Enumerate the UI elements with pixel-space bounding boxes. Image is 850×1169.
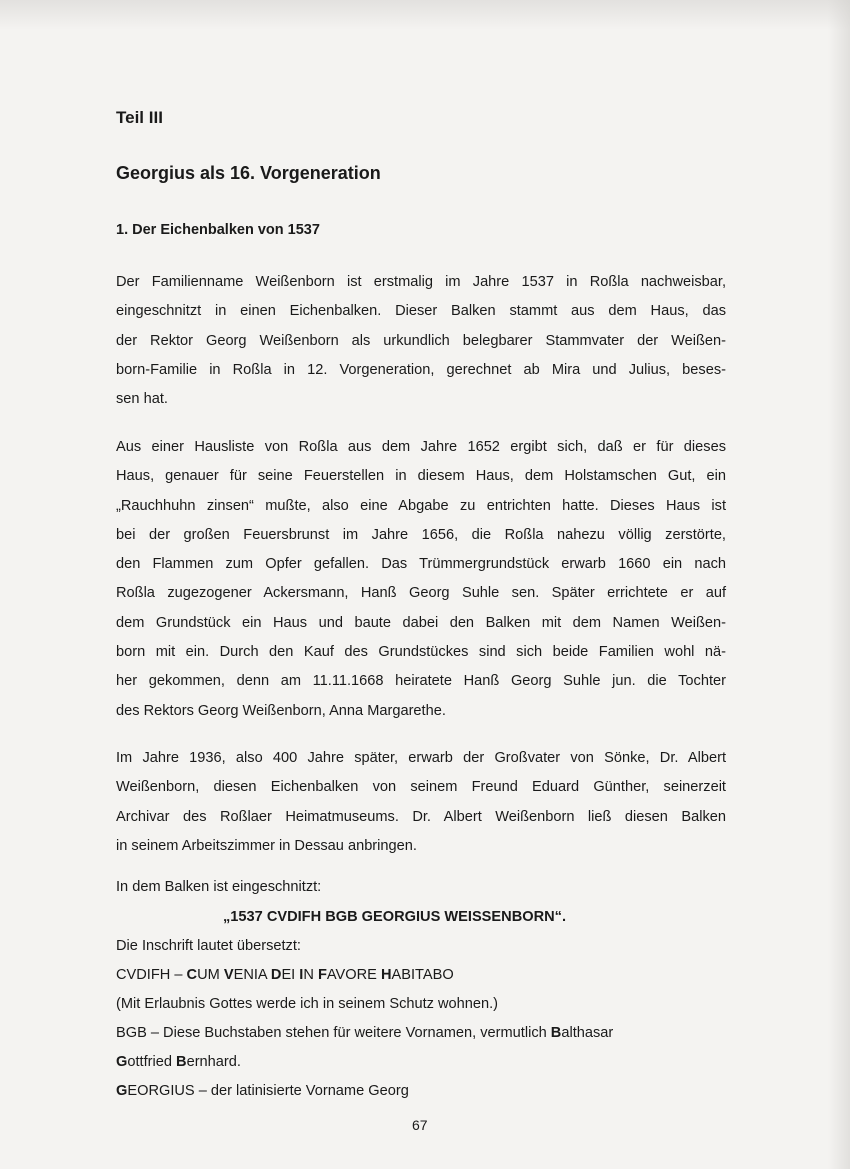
text-line: Aus einer Hausliste von Roßla aus dem Jahre 1652 ergibt sich, daß er für dieses	[116, 439, 726, 455]
text-line: Der Familienname Weißenborn ist erstmalig im Jahre 1537 in Roßla nachweisbar,	[116, 274, 726, 290]
initial-letter: V	[223, 967, 234, 983]
text-line: born-Familie in Roßla in 12. Vorgeneration, gerechnet ab Mira und Julius, beses-	[116, 361, 726, 378]
word-rest: althasar	[561, 1025, 614, 1041]
paragraph-2	[116, 433, 726, 726]
initial-letter: G	[116, 1083, 128, 1099]
word-rest: EI	[281, 967, 300, 983]
word-rest: N	[303, 967, 318, 983]
paragraph-1	[116, 268, 726, 414]
text-line: den Flammen zum Opfer gefallen. Das Trümmergrundstück erwarb 1660 ein nach	[116, 556, 726, 573]
initial-letter: H	[380, 967, 392, 983]
bgb-line-2	[116, 1054, 241, 1070]
word-rest: UM	[197, 967, 224, 983]
paragraph-3	[116, 744, 726, 861]
initial-letter: D	[270, 967, 282, 983]
text-line: Archivar des Roßlaer Heimatmuseums. Dr. Albert Weißenborn ließ diesen Balken	[116, 808, 726, 825]
text-line: bei der großen Feuersbrunst im Jahre 1656, die Roßla nahezu völlig zerstörte,	[116, 526, 726, 543]
scan-shadow-right	[828, 0, 850, 1169]
text-line: sen hat.	[116, 391, 168, 408]
section-title: 1. Der Eichenbalken von 1537	[116, 222, 320, 238]
inscription-text: „1537 CVDIFH BGB GEORGIUS WEISSENBORN“.	[223, 909, 567, 925]
bgb-text: BGB – Diese Buchstaben stehen für weitere Vornamen, vermutlich	[116, 1025, 551, 1041]
scan-shadow-top	[0, 0, 850, 30]
initial-letter: C	[186, 967, 198, 983]
part-title: Teil III	[116, 108, 163, 127]
initial-letter: G	[116, 1054, 128, 1070]
text-line: dem Grundstück ein Haus und baute dabei den Balken mit dem Namen Weißen-	[116, 614, 726, 631]
text-line: „Rauchhuhn zinsen“ mußte, also eine Abgabe zu entrichten hatte. Dieses Haus ist	[116, 497, 726, 514]
chapter-title: Georgius als 16. Vorgeneration	[116, 163, 381, 183]
text-line: Im Jahre 1936, also 400 Jahre später, erwarb der Großvater von Sönke, Dr. Albert	[116, 750, 726, 766]
word-rest: ottfried	[127, 1054, 177, 1070]
text-line: Haus, genauer für seine Feuerstellen in diesem Haus, dem Holstamschen Gut, ein	[116, 468, 726, 485]
initial-letter: I	[299, 967, 304, 983]
bgb-line	[116, 1025, 613, 1041]
translation-intro: Die Inschrift lautet übersetzt:	[116, 938, 301, 954]
text-line: her gekommen, denn am 11.11.1668 heiratete Hanß Georg Suhle jun. die Tochter	[116, 673, 726, 690]
text-line: born mit ein. Durch den Kauf des Grundstückes sind sich beide Familien wohl nä-	[116, 644, 726, 661]
text-line: Weißenborn, diesen Eichenbalken von seinem Freund Eduard Günther, seinerzeit	[116, 779, 726, 796]
inscription-intro: In dem Balken ist eingeschnitzt:	[116, 879, 322, 895]
word-rest: ENIA	[233, 967, 271, 983]
word-rest: ABITABO	[391, 967, 454, 983]
cvdifh-prefix: CVDIFH –	[116, 967, 187, 983]
word-rest: ernhard.	[186, 1054, 241, 1070]
text-line: in seinem Arbeitszimmer in Dessau anbringen.	[116, 837, 417, 854]
text-line: des Rektors Georg Weißenborn, Anna Margarethe.	[116, 702, 446, 719]
text-line: eingeschnitzt in einen Eichenbalken. Dieser Balken stammt aus dem Haus, das	[116, 303, 726, 320]
georgius-line	[116, 1083, 409, 1099]
text-line: Roßla zugezogener Ackersmann, Hanß Georg Suhle sen. Später errichtete er auf	[116, 585, 726, 602]
initial-letter: B	[176, 1054, 187, 1070]
initial-letter: F	[317, 967, 327, 983]
cvdifh-line	[116, 967, 454, 983]
text-line: der Rektor Georg Weißenborn als urkundlich belegbarer Stammvater der Weißen-	[116, 332, 726, 349]
cvdifh-translation: (Mit Erlaubnis Gottes werde ich in seinem Schutz wohnen.)	[116, 996, 499, 1012]
word-rest: EORGIUS – der latinisierte Vorname Georg	[127, 1083, 409, 1099]
word-rest: AVORE	[326, 967, 381, 983]
initial-letter: B	[550, 1025, 562, 1041]
page-number: 67	[412, 1117, 428, 1133]
